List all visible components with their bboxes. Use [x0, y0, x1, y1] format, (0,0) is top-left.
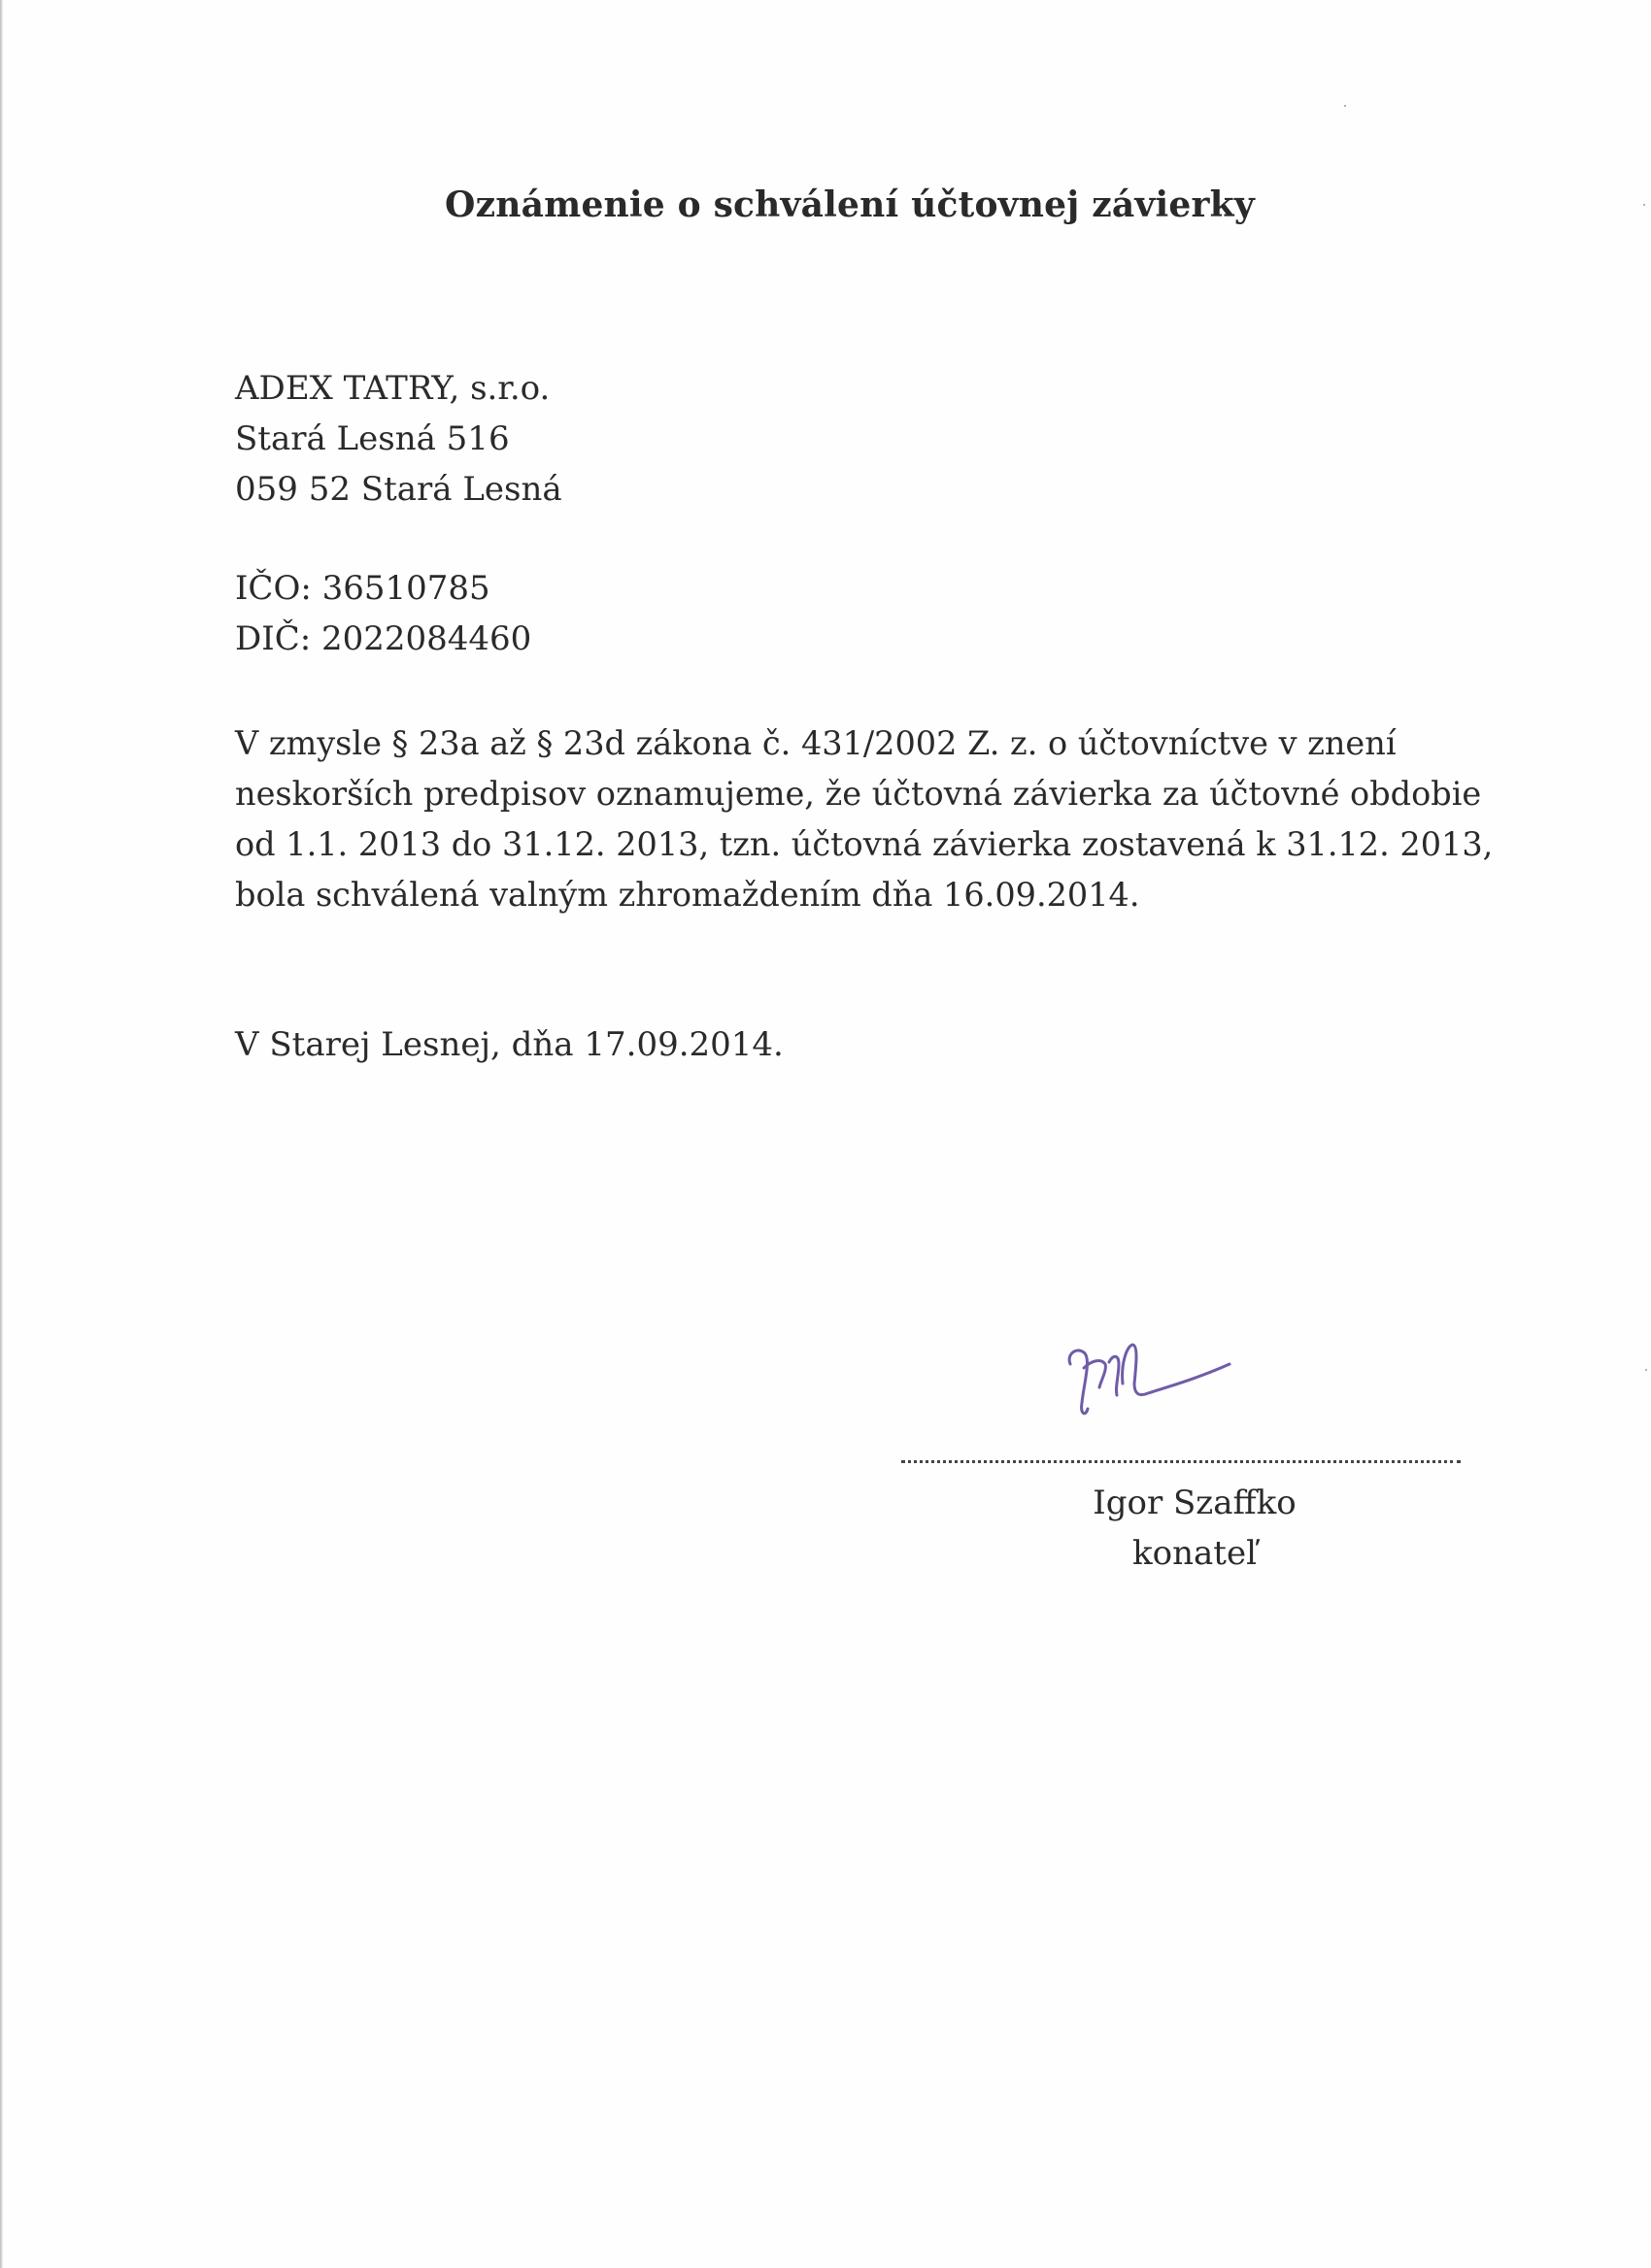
place-and-date: V Starej Lesnej, dňa 17.09.2014. — [235, 1025, 784, 1064]
body-line: od 1.1. 2013 do 31.12. 2013, tzn. účtovná závierka zostavená k 31.12. 2013, — [235, 825, 1494, 863]
signer-block — [1000, 1478, 1389, 1579]
company-postal-city: 059 52 Stará Lesná — [235, 470, 562, 509]
dic-number: DIČ: 2022084460 — [235, 619, 532, 658]
scan-speck — [1645, 1369, 1647, 1371]
body-line: bola schválená valným zhromaždením dňa 16.09.2014. — [235, 876, 1140, 914]
signature-line — [901, 1460, 1461, 1463]
notice-body — [235, 718, 1493, 920]
company-identifiers — [235, 563, 531, 664]
scan-speck — [1344, 105, 1346, 107]
company-address — [235, 363, 562, 515]
scan-edge — [0, 0, 3, 2268]
body-line: neskorších predpisov oznamujeme, že účtovná závierka za účtovné obdobie — [235, 775, 1482, 813]
ico-number: IČO: 36510785 — [235, 569, 490, 608]
handwritten-signature — [1059, 1325, 1253, 1432]
signer-role: konateľ — [1132, 1534, 1257, 1573]
body-line: V zmysle § 23a až § 23d zákona č. 431/2002 Z. z. o účtovníctve v znení — [235, 724, 1397, 762]
signer-name: Igor Szaffko — [1093, 1484, 1297, 1522]
document-title: Oznámenie o schválení účtovnej závierky — [445, 184, 1255, 225]
company-name: ADEX TATRY, s.r.o. — [235, 369, 551, 408]
company-street: Stará Lesná 516 — [235, 419, 510, 458]
